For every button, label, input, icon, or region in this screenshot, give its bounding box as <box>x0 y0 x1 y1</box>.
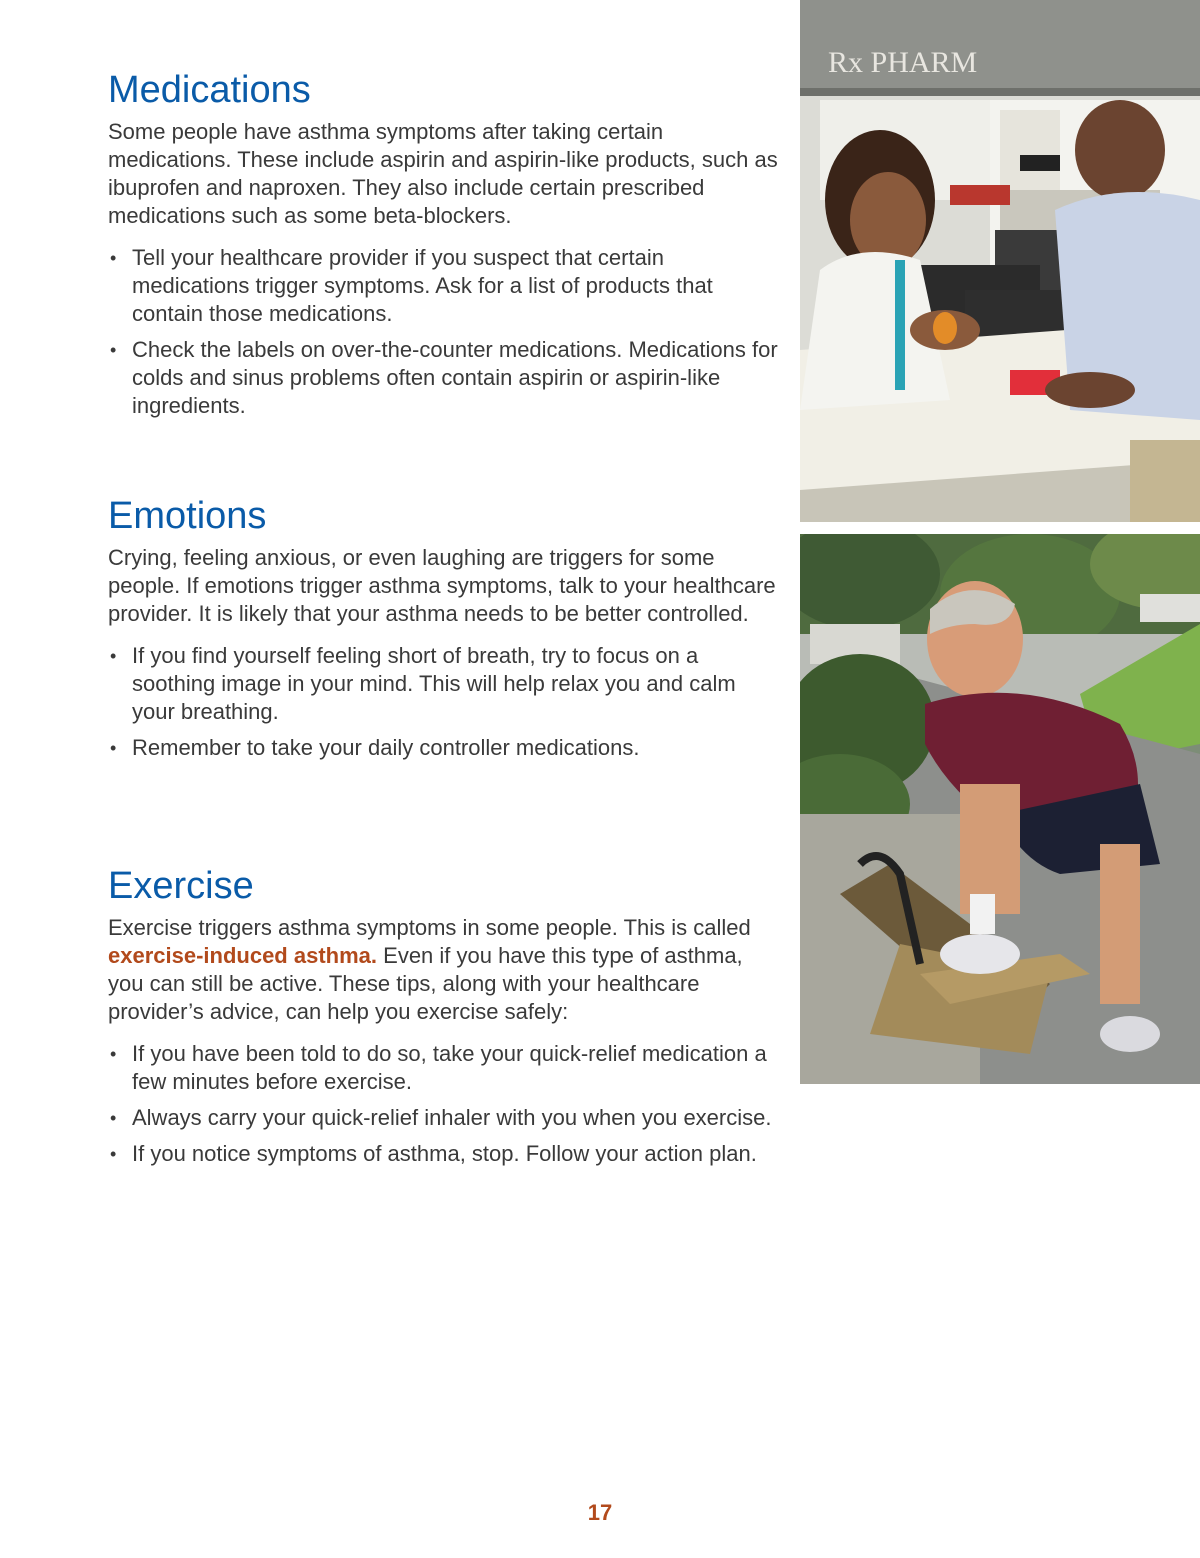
exercise-illustration <box>800 534 1200 1084</box>
section-medications <box>108 68 778 428</box>
bullet-item: • Always carry your quick-relief inhaler with you when you exercise. <box>108 1104 778 1132</box>
heading-emotions: Emotions <box>108 495 267 537</box>
bullet-item: • Check the labels on over-the-counter medications. Medications for colds and sinus problems often contain aspirin or aspirin-like ingredients. <box>108 336 778 420</box>
photo-pharmacy <box>800 0 1200 522</box>
pharmacy-illustration <box>800 0 1200 522</box>
photo-exercise <box>800 534 1200 1084</box>
section-emotions <box>108 494 778 770</box>
paragraph-exercise-start: Exercise triggers asthma symptoms in some people. This is called <box>108 915 751 940</box>
bullet-list-emotions <box>108 642 778 762</box>
paragraph-medications: Some people have asthma symptoms after taking certain medications. These include aspirin and aspirin-like products, such as ibuprofen and naproxen. They also include certain prescribed medications such as some beta-blockers. <box>108 119 778 228</box>
heading-medications: Medications <box>108 69 311 111</box>
bullet-item: • Remember to take your daily controller medications. <box>108 734 778 762</box>
pharmacy-sign-text: Rx PHARM <box>828 46 978 79</box>
bullet-list-exercise <box>108 1040 778 1168</box>
heading-exercise: Exercise <box>108 865 254 907</box>
bullet-item: • If you have been told to do so, take your quick-relief medication a few minutes before exercise. <box>108 1040 778 1096</box>
paragraph-emotions: Crying, feeling anxious, or even laughing are triggers for some people. If emotions trigger asthma symptoms, talk to your healthcare provider. It is likely that your asthma needs to be better controlled. <box>108 545 776 626</box>
highlighted-term: exercise-induced asthma. <box>108 943 378 968</box>
section-exercise <box>108 864 778 1176</box>
bullet-item: • If you notice symptoms of asthma, stop. Follow your action plan. <box>108 1140 778 1168</box>
page-number: 17 <box>587 1500 613 1525</box>
bullet-item: • If you find yourself feeling short of breath, try to focus on a soothing image in your mind. This will help relax you and calm your breathing. <box>108 642 778 726</box>
paragraph-exercise <box>108 914 778 1026</box>
paragraph-exercise-end: Even if you have this type of asthma, you can still be active. These tips, along with your healthcare provider’s advice, can help you exercise safely: <box>108 943 743 1024</box>
bullet-list-medications <box>108 244 778 420</box>
bullet-item: • Tell your healthcare provider if you suspect that certain medications trigger symptoms. Ask for a list of products that contain those medications. <box>108 244 778 328</box>
